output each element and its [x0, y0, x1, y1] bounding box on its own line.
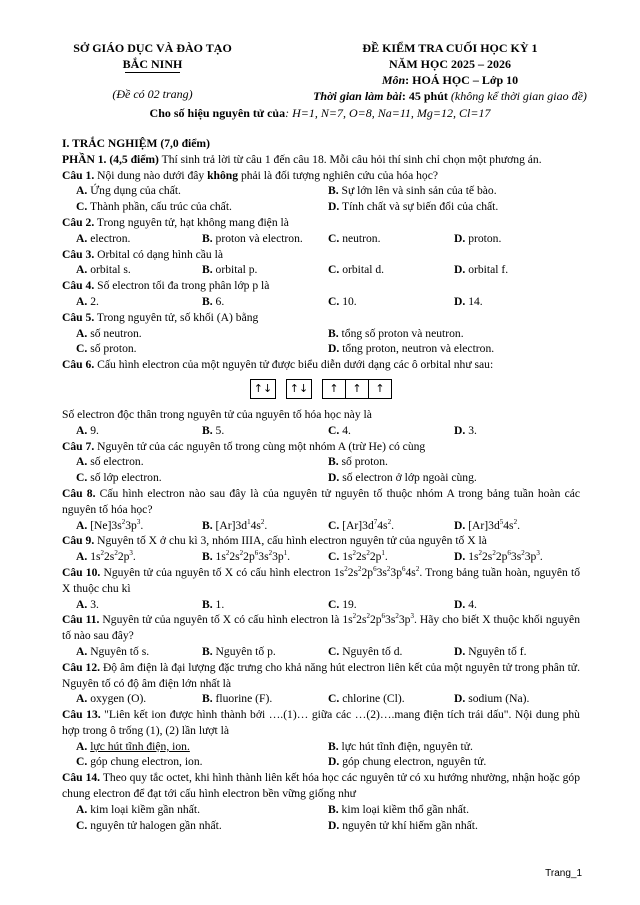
options-q13-cd [62, 754, 580, 770]
question-label: Câu 5. [62, 310, 95, 324]
orbital-2s [286, 379, 312, 401]
subject-value: : HOÁ HỌC – Lớp 10 [405, 73, 519, 87]
option-letter: C. [328, 692, 340, 706]
question-text: Trong nguyên tử, hạt không mang điện là [94, 215, 289, 229]
option-text: Thành phần, cấu trúc của chất. [89, 200, 232, 214]
option-letter: D. [328, 755, 340, 769]
option-c[interactable] [76, 341, 328, 357]
option-b[interactable] [202, 518, 328, 534]
option-c[interactable] [328, 597, 454, 613]
option-config: $[Ne]3s^23p^3$. [90, 517, 144, 532]
option-letter: C. [328, 263, 340, 277]
option-text: Nguyên tố f. [468, 644, 527, 658]
question-text: Nguyên tử của các nguyên tố trong cùng một nhóm A (trừ He) có cùng [94, 439, 426, 453]
question-label: Câu 14. [62, 771, 101, 785]
option-c[interactable] [328, 423, 454, 439]
option-letter: B. [202, 550, 213, 564]
options-q7-ab [62, 454, 580, 470]
option-text: góp chung electron, nguyên tử. [342, 755, 487, 769]
question-7 [62, 439, 580, 455]
option-a[interactable] [76, 183, 328, 199]
option-b[interactable] [202, 231, 328, 247]
header-rule [125, 72, 180, 73]
option-text: 2. [90, 294, 99, 308]
option-text: số electron. [90, 455, 144, 469]
option-config: $1s^22s^22p^63s^23p^3$. [468, 549, 543, 564]
option-b[interactable] [202, 262, 328, 278]
option-letter: A. [76, 423, 88, 437]
orbital-box: ↑ [346, 379, 369, 399]
option-b[interactable] [202, 691, 328, 707]
question-label: Câu 1. [62, 168, 95, 182]
option-text: kim loại kiềm gần nhất. [90, 802, 200, 816]
option-letter: D. [454, 263, 466, 277]
options-q14-ab [62, 802, 580, 818]
option-text: lực hút tĩnh điện, nguyên tử. [341, 739, 473, 753]
option-letter: B. [328, 739, 339, 753]
option-config: $1s^22s^22p^3$. [90, 549, 136, 564]
option-text: nguyên tử halogen gần nhất. [90, 818, 222, 832]
question-label: Câu 8. [62, 486, 96, 500]
question-label: Câu 12. [62, 660, 101, 674]
option-letter: A. [76, 802, 88, 816]
option-letter: A. [76, 231, 88, 245]
option-letter: C. [76, 755, 88, 769]
options-q12 [62, 691, 580, 707]
question-1 [62, 168, 580, 184]
option-letter: C. [76, 818, 88, 832]
option-d[interactable] [454, 691, 580, 707]
option-letter: D. [454, 231, 466, 245]
question-emphasis: không [207, 168, 239, 182]
option-letter: A. [76, 550, 88, 564]
part-label: PHẦN 1. (4,5 điểm) [62, 152, 159, 166]
option-text: 1. [215, 597, 225, 611]
question-text: Nguyên tố X ở chu kì 3, nhóm IIIA, cấu hình electron nguyên tử của nguyên tố X là [94, 534, 487, 548]
option-text: neutron. [342, 231, 381, 245]
option-letter: A. [76, 294, 88, 308]
option-letter: C. [328, 423, 340, 437]
option-text: số neutron. [90, 326, 142, 340]
question-4 [62, 278, 580, 294]
question-label: Câu 9. [62, 534, 95, 548]
option-d[interactable] [454, 231, 580, 247]
question-text: Nguyên tử của nguyên tố X có cấu hình electron là [99, 613, 343, 627]
question-label: Câu 11. [62, 613, 100, 627]
question-label: Câu 7. [62, 439, 95, 453]
atomic-values: : H=1, N=7, O=8, Na=11, Mg=12, Cl=17 [285, 106, 491, 120]
question-text: Nội dung nào dưới đây [94, 168, 208, 182]
option-text: số proton. [90, 342, 137, 356]
option-text: nguyên tử khí hiếm gần nhất. [342, 818, 478, 832]
option-text: orbital d. [342, 263, 385, 277]
option-b[interactable] [202, 294, 328, 310]
option-letter: B. [202, 423, 213, 437]
option-letter: B. [202, 518, 213, 532]
option-a[interactable] [76, 294, 202, 310]
option-text: 3. [90, 597, 99, 611]
option-c[interactable] [76, 199, 328, 215]
option-c[interactable] [76, 818, 328, 834]
subject-line [300, 72, 600, 88]
option-letter: C. [76, 471, 88, 485]
option-b[interactable] [202, 597, 328, 613]
option-letter: D. [328, 818, 340, 832]
option-text: tổng proton, neutron và electron. [342, 342, 495, 356]
exam-title: ĐỀ KIỂM TRA CUỐI HỌC KỲ 1 [362, 41, 538, 55]
header-left [45, 40, 260, 102]
question-text: Trong nguyên tử, số khối (A) bằng [94, 310, 259, 324]
option-a[interactable] [76, 262, 202, 278]
time-line [300, 88, 600, 104]
options-q14-cd [62, 818, 580, 834]
question-text: Số electron tối đa trong phân lớp p là [94, 279, 270, 293]
question-5 [62, 310, 580, 326]
option-letter: A. [76, 184, 88, 198]
option-text: 6. [215, 294, 225, 308]
department-name: SỞ GIÁO DỤC VÀ ĐÀO TẠO [73, 41, 232, 55]
option-c[interactable] [328, 691, 454, 707]
electron-config: $1s^22s^22p^63s^23p^3$ [342, 612, 414, 627]
option-config: $[Ar]3d^74s^2$. [342, 517, 394, 532]
option-text: orbital f. [468, 263, 509, 277]
option-d[interactable] [454, 262, 580, 278]
option-letter: A. [76, 597, 88, 611]
option-a[interactable] [76, 518, 202, 534]
options-q8 [62, 518, 580, 534]
option-letter: B. [328, 184, 339, 198]
option-letter: A. [76, 692, 88, 706]
question-9 [62, 533, 580, 549]
option-text: 9. [90, 423, 99, 437]
option-letter: B. [202, 597, 213, 611]
option-text: 19. [342, 597, 357, 611]
question-text: . Hãy cho biết X thuộc khối nguyên tố nào sau đây? [62, 613, 580, 643]
option-text: Nguyên tố s. [90, 644, 150, 658]
option-letter: A. [76, 739, 88, 753]
option-b[interactable] [202, 644, 328, 660]
options-q5-ab [62, 326, 580, 342]
time-label: Thời gian làm bài [313, 89, 402, 103]
option-letter: D. [454, 692, 466, 706]
option-text: sodium (Na). [468, 692, 530, 706]
option-d[interactable] [454, 518, 580, 534]
option-c[interactable] [328, 644, 454, 660]
option-letter: A. [76, 518, 88, 532]
province-name: BẮC NINH [122, 57, 183, 71]
option-c[interactable] [76, 470, 328, 486]
option-text: orbital p. [215, 263, 258, 277]
option-text: Ứng dụng của chất. [90, 184, 181, 198]
option-letter: B. [202, 263, 213, 277]
option-letter: B. [202, 231, 213, 245]
option-letter: A. [76, 455, 88, 469]
option-text: 4. [342, 423, 351, 437]
option-text: proton. [468, 231, 502, 245]
option-letter: D. [454, 644, 466, 658]
options-q3 [62, 262, 580, 278]
option-d[interactable] [328, 341, 580, 357]
option-config: $[Ar]3d^14s^2$. [215, 517, 268, 532]
option-text: Tính chất và sự biến đổi của chất. [341, 200, 499, 214]
option-letter: C. [76, 200, 88, 214]
option-letter: B. [328, 802, 339, 816]
option-text: Sự lớn lên và sinh sản của tế bào. [341, 184, 497, 198]
option-letter: D. [454, 294, 466, 308]
atomic-numbers-line [0, 106, 640, 121]
option-letter: C. [328, 231, 340, 245]
option-text: chlorine (Cl). [342, 692, 405, 706]
atomic-label: Cho số hiệu nguyên tử của [149, 106, 286, 120]
option-a[interactable] [76, 454, 328, 470]
option-letter: D. [328, 342, 340, 356]
options-q5-cd [62, 341, 580, 357]
option-text: proton và electron. [215, 231, 303, 245]
option-b[interactable] [202, 423, 328, 439]
option-letter: B. [202, 644, 213, 658]
option-text: fluorine (F). [215, 692, 273, 706]
option-a[interactable] [76, 597, 202, 613]
option-c[interactable] [328, 294, 454, 310]
option-a[interactable] [76, 231, 202, 247]
option-text: lực hút tĩnh điện, ion. [90, 739, 190, 753]
option-letter: C. [76, 342, 88, 356]
option-text: góp chung electron, ion. [90, 755, 203, 769]
page-count-note: (Đề có 02 trang) [112, 87, 193, 101]
option-d[interactable] [454, 644, 580, 660]
option-c[interactable] [328, 518, 454, 534]
options-q1 [62, 183, 580, 199]
option-b[interactable] [328, 802, 580, 818]
option-text: số electron ở lớp ngoài cùng. [342, 471, 477, 485]
option-b[interactable] [202, 549, 328, 565]
option-letter: C. [328, 518, 340, 532]
question-2 [62, 215, 580, 231]
option-letter: D. [454, 550, 466, 564]
question-6-followup: Số electron độc thân trong nguyên tử của nguyên tố hóa học này là [62, 407, 372, 421]
question-8 [62, 486, 580, 518]
options-q4 [62, 294, 580, 310]
option-a[interactable] [76, 691, 202, 707]
question-label: Câu 2. [62, 215, 95, 229]
question-6 [62, 357, 580, 373]
option-a[interactable] [76, 549, 202, 565]
option-config: $1s^22s^22p^63s^23p^1$. [215, 549, 291, 564]
option-b[interactable] [328, 183, 580, 199]
part-instruction [62, 152, 580, 168]
question-text: Theo quy tắc octet, khi hình thành liên kết hóa học các nguyên tử có xu hướng nhường, nhận hoặc góp chung electron để đạt tới cấu hình electron bền vững giống như [62, 771, 580, 801]
option-text: kim loại kiềm thổ gần nhất. [341, 802, 470, 816]
option-letter: A. [76, 644, 88, 658]
orbital-1s [250, 379, 276, 401]
option-text: 3. [468, 423, 477, 437]
option-config: $[Ar]3d^54s^2$. [468, 517, 520, 532]
question-text: Cấu hình electron của một nguyên tử được biểu diễn dưới dạng các ô orbital như sau: [94, 358, 494, 372]
option-letter: B. [202, 692, 213, 706]
electron-config: $1s^22s^22p^63s^23p^64s^2$ [333, 565, 420, 579]
question-text: Nguyên tử của nguyên tố X có cấu hình electron [100, 565, 334, 579]
option-c[interactable] [76, 754, 328, 770]
question-text: phải là đối tượng nghiên cứu của hóa học? [238, 168, 438, 182]
question-text: Orbital có dạng hình cầu là [94, 247, 223, 261]
question-label: Câu 13. [62, 708, 101, 722]
option-letter: B. [202, 294, 213, 308]
orbital-box: ↑ [369, 379, 392, 399]
question-text: Cấu hình electron nào sau đây là của nguyên tử nguyên tố thuộc nhóm A trong bảng tuần hoàn các nguyên tố hóa học? [62, 486, 581, 516]
question-3 [62, 247, 580, 263]
header-right [300, 40, 600, 104]
orbital-box: ↑ [322, 379, 346, 399]
option-text: số lớp electron. [90, 471, 162, 485]
option-text: 10. [342, 294, 357, 308]
option-a[interactable] [76, 423, 202, 439]
option-letter: D. [454, 423, 466, 437]
question-14 [62, 770, 580, 802]
option-letter: B. [328, 326, 339, 340]
option-c[interactable] [328, 549, 454, 565]
exam-body [62, 124, 580, 833]
options-q7-cd [62, 470, 580, 486]
option-letter: D. [454, 518, 466, 532]
option-letter: C. [328, 597, 340, 611]
option-d[interactable] [328, 199, 580, 215]
options-q6 [62, 423, 580, 439]
option-text: tổng số proton và neutron. [341, 326, 464, 340]
option-d[interactable] [454, 294, 580, 310]
part-text: Thí sinh trả lời từ câu 1 đến câu 18. Mỗi câu hỏi thí sinh chỉ chọn một phương án. [158, 152, 542, 166]
option-text: 4. [468, 597, 477, 611]
question-12 [62, 660, 580, 692]
time-note: (không kể thời gian giao đề) [450, 89, 587, 103]
orbital-2p [322, 379, 392, 401]
option-d[interactable] [454, 597, 580, 613]
option-d[interactable] [328, 754, 580, 770]
option-a[interactable] [76, 802, 328, 818]
option-letter: D. [328, 471, 340, 485]
option-text: số proton. [341, 455, 388, 469]
options-q9 [62, 549, 580, 565]
question-label: Câu 6. [62, 358, 95, 372]
question-text: "Liên kết ion được hình thành bởi ….(1)… giữa các …(2)….mang điện tích trái dấu". Nội dung phù hợp trong ô trống (1), (2) lần lượt là [62, 708, 580, 737]
options-q11 [62, 644, 580, 660]
option-text: 5. [215, 423, 225, 437]
subject-label: Môn [381, 73, 406, 87]
option-letter: C. [328, 550, 340, 564]
option-d[interactable] [454, 549, 580, 565]
option-letter: C. [328, 294, 340, 308]
section-title: I. TRẮC NGHIỆM (7,0 điểm) [62, 137, 210, 150]
time-value: : 45 phút [401, 89, 448, 103]
orbital-box: ↑↓ [250, 379, 276, 399]
options-q2 [62, 231, 580, 247]
question-label: Câu 10. [62, 565, 101, 579]
option-text: Nguyên tố p. [215, 644, 276, 658]
question-text: . Trong bảng tuần hoàn, nguyên tố X thuộc chu kì [62, 565, 580, 595]
option-b[interactable] [328, 454, 580, 470]
option-text: orbital s. [90, 263, 131, 277]
option-c[interactable] [328, 231, 454, 247]
option-letter: D. [328, 200, 340, 214]
option-a[interactable] [76, 644, 202, 660]
question-label: Câu 4. [62, 279, 95, 293]
option-c[interactable] [328, 262, 454, 278]
question-13 [62, 707, 580, 739]
option-text: electron. [90, 231, 131, 245]
option-letter: D. [454, 597, 466, 611]
option-text: oxygen (O). [90, 692, 147, 706]
option-text: 14. [468, 294, 483, 308]
option-d[interactable] [328, 818, 580, 834]
page-number: Trang_1 [545, 868, 582, 879]
question-10 [62, 565, 580, 597]
option-b[interactable] [328, 739, 580, 755]
option-letter: B. [328, 455, 339, 469]
option-text: Nguyên tố d. [342, 644, 403, 658]
option-a[interactable] [76, 739, 328, 755]
option-letter: A. [76, 263, 88, 277]
orbital-diagram [62, 379, 580, 401]
options-q1-cd [62, 199, 580, 215]
question-label: Câu 3. [62, 247, 95, 261]
options-q13-ab [62, 739, 580, 755]
option-a[interactable] [76, 326, 328, 342]
option-d[interactable] [454, 423, 580, 439]
option-config: $1s^22s^22p^1$. [342, 549, 388, 564]
question-11 [62, 612, 580, 644]
school-year: NĂM HỌC 2025 – 2026 [389, 57, 511, 71]
option-d[interactable] [328, 470, 580, 486]
option-letter: A. [76, 326, 88, 340]
option-letter: C. [328, 644, 340, 658]
orbital-box: ↑↓ [286, 379, 312, 399]
question-text: Độ âm điện là đại lượng đặc trưng cho khả năng hút electron liên kết của một nguyên tử trong phân tử. Nguyên tố có độ âm điện lớn nhất là [62, 660, 580, 690]
options-q10 [62, 597, 580, 613]
option-b[interactable] [328, 326, 580, 342]
